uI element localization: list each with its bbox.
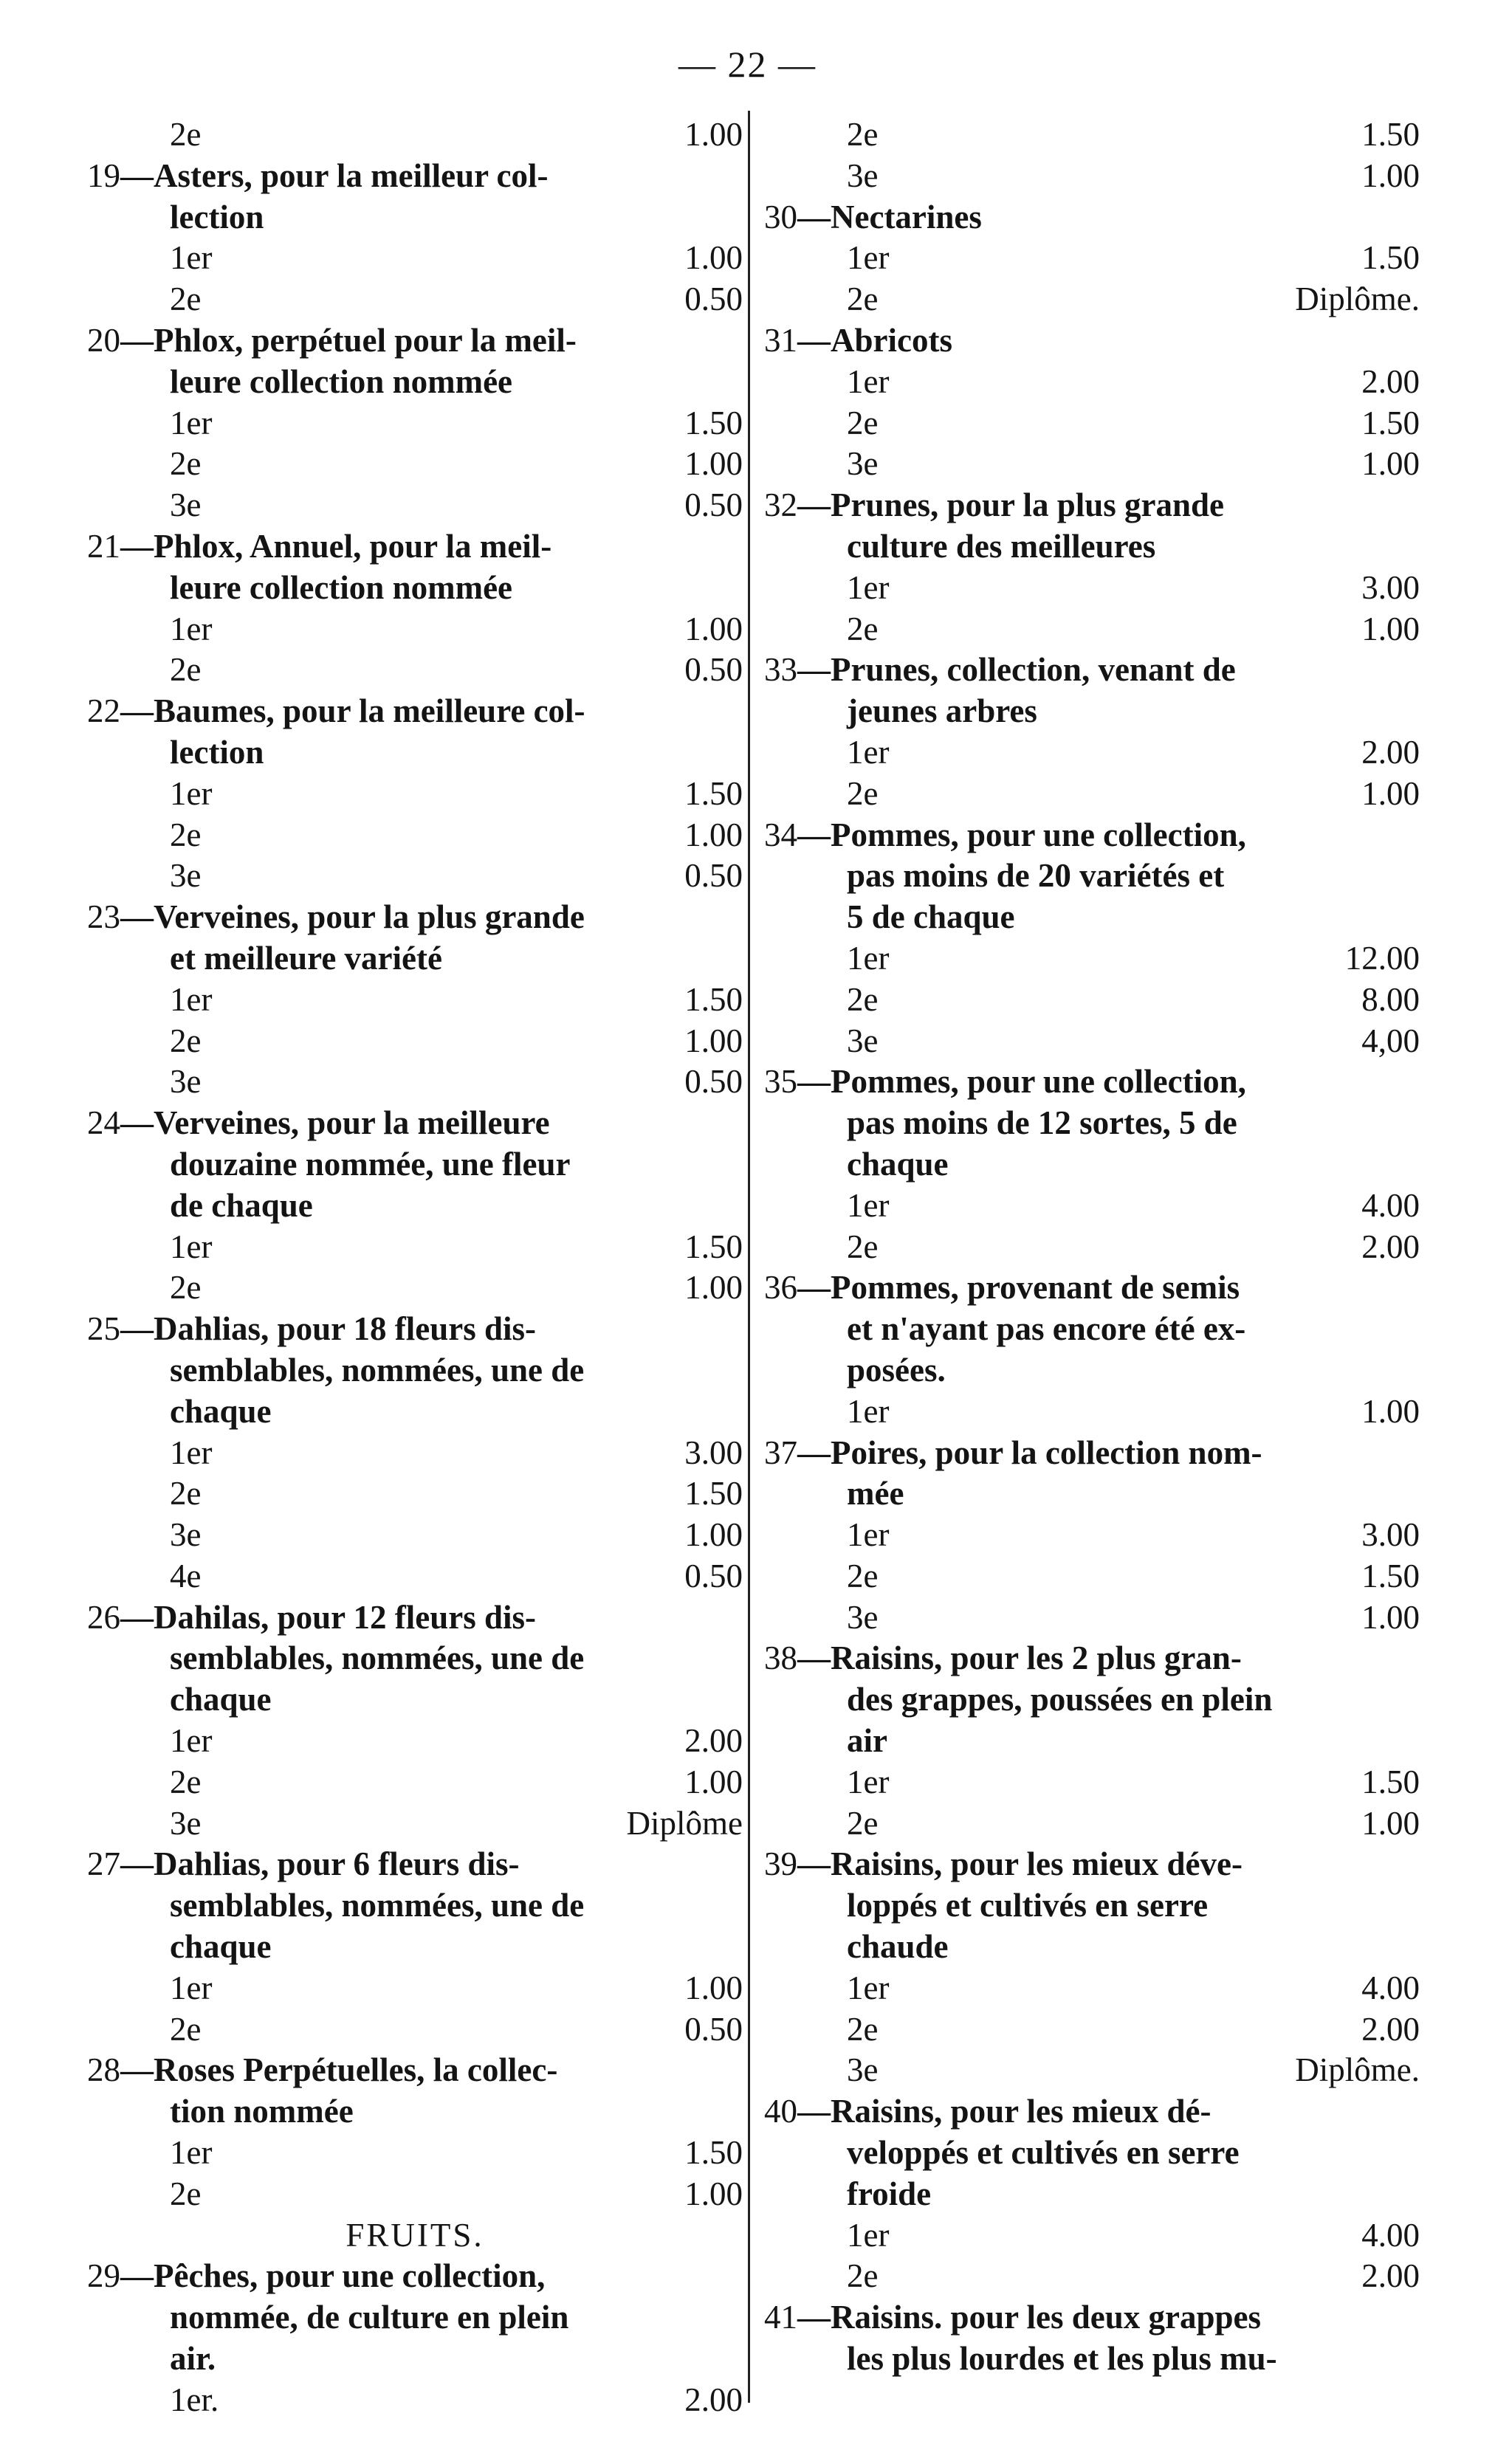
entry-continuation: pas moins de 12 sortes, 5 de <box>847 1104 1237 1142</box>
prize-rank: 2e <box>847 774 879 812</box>
prize-row <box>764 1515 1420 1556</box>
entry-continuation: pas moins de 20 variétés et <box>847 857 1225 895</box>
entry-title: —Asters, pour la meilleur col- <box>120 156 549 194</box>
entry-heading <box>764 1844 1420 1885</box>
entry-continuation: veloppés et cultivés en serre <box>847 2134 1240 2172</box>
entry-heading <box>764 197 1420 238</box>
entry-heading <box>87 2256 743 2297</box>
prize-amount: 1.00 <box>684 445 743 483</box>
prize-row <box>87 856 743 897</box>
entry-number: 39 <box>764 1845 797 1883</box>
entry-continuation: air. <box>170 2340 216 2378</box>
prize-row <box>87 444 743 485</box>
prize-row <box>764 1762 1420 1803</box>
prize-rank: 2e <box>847 281 879 318</box>
entry-number: 29 <box>87 2257 120 2295</box>
entry-number: 41 <box>764 2299 797 2336</box>
prize-row <box>87 403 743 444</box>
left-column <box>87 114 743 2421</box>
prize-rank: 1er <box>847 733 890 771</box>
prize-amount: 2.00 <box>684 2381 743 2418</box>
prize-amount: 3.00 <box>1361 568 1420 606</box>
entry-heading <box>764 320 1420 362</box>
entry-heading <box>87 897 743 938</box>
prize-rank: 2e <box>170 1763 202 1800</box>
prize-amount: 1.00 <box>684 1022 743 1059</box>
entry-continuation: et meilleure variété <box>170 939 442 977</box>
entry-number: 27 <box>87 1845 120 1883</box>
prize-amount: 2.00 <box>1361 362 1420 400</box>
prize-amount: 1.00 <box>1361 1392 1420 1430</box>
prize-amount: 1.50 <box>1361 1763 1420 1800</box>
prize-amount: 1.50 <box>1361 116 1420 153</box>
prize-row <box>87 2009 743 2051</box>
prize-row <box>87 485 743 526</box>
prize-row <box>764 568 1420 609</box>
prize-rank: 1er <box>847 1969 890 2006</box>
prize-row <box>87 1267 743 1309</box>
entry-continuation: chaude <box>847 1928 949 1966</box>
prize-row <box>764 774 1420 815</box>
prize-amount: 1.00 <box>684 1269 743 1307</box>
prize-amount: 1.00 <box>1361 1804 1420 1842</box>
entry-number: 23 <box>87 898 120 936</box>
prize-amount: 1.50 <box>684 2134 743 2172</box>
prize-amount: 1.00 <box>1361 156 1420 194</box>
prize-row <box>87 1762 743 1803</box>
section-heading: FRUITS. <box>346 2216 484 2254</box>
prize-amount: 1.00 <box>684 1969 743 2006</box>
prize-row <box>87 980 743 1021</box>
entry-continuation: tion nommée <box>170 2093 354 2130</box>
prize-row <box>764 444 1420 485</box>
prize-amount: 1.00 <box>684 1763 743 1800</box>
entry-continuation: leure collection nommée <box>170 568 513 606</box>
prize-row <box>87 2174 743 2215</box>
entry-continuation: semblables, nommées, une de <box>170 1639 585 1677</box>
prize-amount: 1.00 <box>684 610 743 647</box>
prize-amount: 3.00 <box>1361 1516 1420 1554</box>
entry-heading <box>87 2050 743 2091</box>
prize-rank: 3e <box>847 2051 879 2089</box>
prize-row <box>764 403 1420 444</box>
entry-continuation: jeunes arbres <box>847 692 1037 730</box>
prize-rank: 3e <box>847 156 879 194</box>
prize-row <box>764 980 1420 1021</box>
prize-rank: 3e <box>170 857 202 895</box>
prize-amount: 3.00 <box>684 1434 743 1471</box>
prize-rank: 1er <box>170 2134 213 2172</box>
prize-amount: 1.00 <box>684 1516 743 1554</box>
prize-amount: 2.00 <box>684 1722 743 1760</box>
prize-amount: 1.50 <box>1361 1557 1420 1594</box>
page-number: — 22 — <box>678 44 817 85</box>
prize-rank: 2e <box>170 1269 202 1307</box>
entry-number: 34 <box>764 816 797 853</box>
prize-row <box>87 1721 743 1762</box>
prize-rank: 2e <box>847 1557 879 1594</box>
entry-title: —Pêches, pour une collection, <box>120 2257 546 2295</box>
prize-amount: 1.00 <box>684 239 743 277</box>
prize-row <box>87 238 743 279</box>
prize-amount: 1.00 <box>1361 774 1420 812</box>
prize-rank: 3e <box>170 1804 202 1842</box>
prize-amount: 0.50 <box>684 1063 743 1101</box>
entry-heading <box>764 2297 1420 2339</box>
entry-number: 25 <box>87 1310 120 1348</box>
prize-rank: 1er <box>170 1228 213 1265</box>
prize-amount: 1.00 <box>1361 445 1420 483</box>
prize-rank: 2e <box>847 2257 879 2295</box>
entry-title: —Baumes, pour la meilleure col- <box>120 692 585 730</box>
prize-rank: 1er <box>847 1763 890 1800</box>
prize-amount: 8.00 <box>1361 980 1420 1018</box>
entry-continuation: chaque <box>170 1681 272 1718</box>
entry-title: —Prunes, collection, venant de <box>797 651 1236 689</box>
prize-row <box>87 1968 743 2009</box>
prize-rank: 1er <box>170 239 213 277</box>
prize-amount: 0.50 <box>684 281 743 318</box>
prize-rank: 2e <box>170 116 202 153</box>
prize-amount: Diplôme. <box>1295 2051 1420 2089</box>
prize-row <box>764 1391 1420 1433</box>
entry-number: 36 <box>764 1269 797 1307</box>
prize-rank: 2e <box>170 2010 202 2048</box>
prize-amount: 12.00 <box>1344 939 1420 977</box>
prize-row <box>87 1021 743 1062</box>
prize-rank: 3e <box>847 1598 879 1636</box>
prize-rank: 2e <box>847 980 879 1018</box>
entry-continuation: nommée, de culture en plein <box>170 2299 569 2336</box>
entry-heading <box>764 1433 1420 1474</box>
prize-row <box>87 1061 743 1103</box>
prize-rank: 2e <box>170 445 202 483</box>
entry-number: 20 <box>87 321 120 359</box>
prize-amount: 2.00 <box>1361 1228 1420 1265</box>
prize-rank: 2e <box>170 2175 202 2212</box>
prize-amount: 1.00 <box>1361 610 1420 647</box>
entry-heading <box>764 1267 1420 1309</box>
prize-rank: 3e <box>847 1022 879 1059</box>
entry-heading <box>87 691 743 732</box>
entry-continuation: mée <box>847 1475 904 1513</box>
prize-row <box>87 2133 743 2174</box>
prize-row <box>764 156 1420 197</box>
prize-amount: 1.50 <box>684 1228 743 1265</box>
prize-rank: 2e <box>170 1022 202 1059</box>
right-column <box>764 114 1420 2380</box>
entry-heading <box>87 526 743 568</box>
prize-rank: 2e <box>170 816 202 853</box>
prize-amount: 1.50 <box>1361 239 1420 277</box>
entry-number: 33 <box>764 651 797 689</box>
prize-row <box>764 1968 1420 2009</box>
entry-number: 30 <box>764 198 797 235</box>
entry-continuation: les plus lourdes et les plus mu- <box>847 2340 1277 2378</box>
prize-row <box>764 938 1420 980</box>
prize-rank: 2e <box>847 2010 879 2048</box>
entry-title: —Pommes, pour une collection, <box>797 816 1246 853</box>
prize-row <box>764 279 1420 320</box>
prize-amount: 0.50 <box>684 651 743 689</box>
entry-continuation: des grappes, poussées en plein <box>847 1681 1273 1718</box>
prize-amount: 2.00 <box>1361 733 1420 771</box>
entry-title: —Raisins. pour les deux grappes <box>797 2299 1262 2336</box>
prize-rank: 1er <box>847 1186 890 1224</box>
prize-rank: 1er <box>170 404 213 441</box>
entry-title: —Dahlias, pour 18 fleurs dis- <box>120 1310 537 1348</box>
entry-heading <box>87 320 743 362</box>
entry-continuation: chaque <box>170 1392 272 1430</box>
entry-title: —Prunes, pour la plus grande <box>797 486 1225 524</box>
entry-number: 40 <box>764 2093 797 2130</box>
prize-rank: 3e <box>170 1516 202 1554</box>
prize-rank: 4e <box>170 1557 202 1594</box>
entry-heading <box>87 1597 743 1639</box>
entry-number: 37 <box>764 1434 797 1471</box>
entry-heading <box>87 1844 743 1885</box>
prize-rank: 2e <box>847 404 879 441</box>
entry-continuation: chaque <box>847 1145 949 1183</box>
entry-heading <box>764 2091 1420 2133</box>
prize-rank: 2e <box>847 610 879 647</box>
entry-continuation: froide <box>847 2175 932 2212</box>
prize-row <box>764 362 1420 403</box>
prize-row <box>764 1185 1420 1227</box>
entry-number: 21 <box>87 527 120 565</box>
prize-row <box>764 1021 1420 1062</box>
entry-number: 35 <box>764 1063 797 1101</box>
prize-row <box>764 1803 1420 1845</box>
prize-rank: 1er <box>170 1722 213 1760</box>
prize-row <box>87 650 743 691</box>
prize-rank: 1er <box>847 939 890 977</box>
prize-rank: 2e <box>847 116 879 153</box>
prize-amount: 1.00 <box>684 116 743 153</box>
prize-amount: 4.00 <box>1361 1969 1420 2006</box>
entry-number: 32 <box>764 486 797 524</box>
entry-number: 31 <box>764 321 797 359</box>
prize-rank: 2e <box>170 1475 202 1513</box>
entry-continuation: air <box>847 1722 887 1760</box>
prize-rank: 1er <box>170 1434 213 1471</box>
prize-row <box>764 114 1420 156</box>
entry-continuation: semblables, nommées, une de <box>170 1351 585 1388</box>
entry-continuation: lection <box>170 198 264 235</box>
prize-row <box>764 238 1420 279</box>
prize-amount: 1.00 <box>1361 1598 1420 1636</box>
entry-heading <box>764 485 1420 526</box>
prize-rank: 2e <box>170 281 202 318</box>
prize-amount: 1.50 <box>1361 404 1420 441</box>
prize-amount: 1.50 <box>684 1475 743 1513</box>
prize-row <box>87 609 743 650</box>
entry-title: —Poires, pour la collection nom- <box>797 1434 1262 1471</box>
entry-number: 24 <box>87 1104 120 1142</box>
entry-continuation: culture des meilleures <box>847 527 1156 565</box>
entry-heading <box>764 1061 1420 1103</box>
prize-amount: 0.50 <box>684 2010 743 2048</box>
entry-continuation: chaque <box>170 1928 272 1966</box>
entry-number: 22 <box>87 692 120 730</box>
entry-continuation: douzaine nommée, une fleur <box>170 1145 571 1183</box>
prize-rank: 1er <box>170 610 213 647</box>
prize-rank: 2e <box>847 1228 879 1265</box>
prize-row <box>764 1227 1420 1268</box>
prize-row <box>764 2215 1420 2257</box>
prize-rank: 1er <box>847 2216 890 2254</box>
prize-rank: 1er <box>847 568 890 606</box>
prize-row <box>87 1556 743 1597</box>
prize-amount: 1.00 <box>684 816 743 853</box>
entry-number: 26 <box>87 1598 120 1636</box>
prize-amount: 4.00 <box>1361 1186 1420 1224</box>
prize-amount: 0.50 <box>684 857 743 895</box>
prize-rank: 1er <box>847 1516 890 1554</box>
entry-title: —Pommes, pour une collection, <box>797 1063 1246 1101</box>
prize-row <box>87 2380 743 2421</box>
prize-amount: 4,00 <box>1361 1022 1420 1059</box>
prize-amount: 4.00 <box>1361 2216 1420 2254</box>
prize-row <box>764 2050 1420 2091</box>
prize-rank: 1er <box>170 774 213 812</box>
prize-amount: Diplôme <box>626 1804 743 1842</box>
entry-continuation: leure collection nommée <box>170 362 513 400</box>
entry-title: —Phlox, Annuel, pour la meil- <box>120 527 552 565</box>
entry-title: —Dahlias, pour 6 fleurs dis- <box>120 1845 520 1883</box>
entry-title: —Abricots <box>797 321 952 359</box>
prize-rank: 2e <box>847 1804 879 1842</box>
prize-rank: 1er <box>847 1392 890 1430</box>
prize-row <box>764 1556 1420 1597</box>
prize-row <box>87 1803 743 1845</box>
prize-rank: 3e <box>170 1063 202 1101</box>
entry-title: —Pommes, provenant de semis <box>797 1269 1240 1307</box>
entry-title: —Nectarines <box>797 198 982 235</box>
prize-row <box>764 609 1420 650</box>
entry-number: 19 <box>87 156 120 194</box>
entry-title: —Phlox, perpétuel pour la meil- <box>120 321 577 359</box>
entry-number: 28 <box>87 2051 120 2089</box>
entry-heading <box>764 650 1420 691</box>
entry-heading <box>764 815 1420 856</box>
prize-row <box>87 1473 743 1515</box>
prize-rank: 1er <box>847 239 890 277</box>
prize-row <box>764 1597 1420 1639</box>
prize-row <box>87 1227 743 1268</box>
prize-rank: 1er <box>170 1969 213 2006</box>
entry-heading <box>87 1309 743 1350</box>
entry-heading <box>87 156 743 197</box>
prize-row <box>87 1433 743 1474</box>
prize-amount: 2.00 <box>1361 2010 1420 2048</box>
entry-continuation: lection <box>170 733 264 771</box>
column-divider <box>748 111 750 2403</box>
prize-rank: 1er <box>847 362 890 400</box>
entry-number: 38 <box>764 1639 797 1677</box>
entry-title: —Roses Perpétuelles, la collec- <box>120 2051 558 2089</box>
entry-title: —Verveines, pour la meilleure <box>120 1104 550 1142</box>
prize-amount: 2.00 <box>1361 2257 1420 2295</box>
entry-title: —Verveines, pour la plus grande <box>120 898 585 936</box>
prize-rank: 3e <box>170 486 202 524</box>
prize-amount: 1.50 <box>684 774 743 812</box>
entry-heading <box>87 1103 743 1144</box>
entry-continuation: 5 de chaque <box>847 898 1015 936</box>
entry-heading <box>764 1638 1420 1679</box>
entry-title: —Raisins, pour les 2 plus gran- <box>797 1639 1242 1677</box>
prize-rank: 1er <box>170 980 213 1018</box>
entry-continuation: et n'ayant pas encore été ex- <box>847 1310 1246 1348</box>
prize-row <box>764 2256 1420 2297</box>
prize-amount: 0.50 <box>684 1557 743 1594</box>
prize-amount: 1.50 <box>684 980 743 1018</box>
prize-amount: 1.50 <box>684 404 743 441</box>
prize-amount: Diplôme. <box>1295 281 1420 318</box>
entry-continuation: loppés et cultivés en serre <box>847 1887 1209 1924</box>
prize-rank: 2e <box>170 651 202 689</box>
entry-title: —Raisins, pour les mieux déve- <box>797 1845 1243 1883</box>
prize-rank: 1er. <box>170 2381 219 2418</box>
prize-row <box>764 732 1420 774</box>
entry-title: —Dahilas, pour 12 fleurs dis- <box>120 1598 537 1636</box>
prize-amount: 0.50 <box>684 486 743 524</box>
prize-row <box>87 815 743 856</box>
entry-continuation: semblables, nommées, une de <box>170 1887 585 1924</box>
entry-continuation: de chaque <box>170 1186 313 1224</box>
prize-row <box>87 279 743 320</box>
entry-title: —Raisins, pour les mieux dé- <box>797 2093 1212 2130</box>
prize-row <box>87 114 743 156</box>
entry-continuation: posées. <box>847 1351 946 1388</box>
prize-row <box>764 2009 1420 2051</box>
prize-row <box>87 1515 743 1556</box>
prize-row <box>87 774 743 815</box>
prize-amount: 1.00 <box>684 2175 743 2212</box>
prize-rank: 3e <box>847 445 879 483</box>
